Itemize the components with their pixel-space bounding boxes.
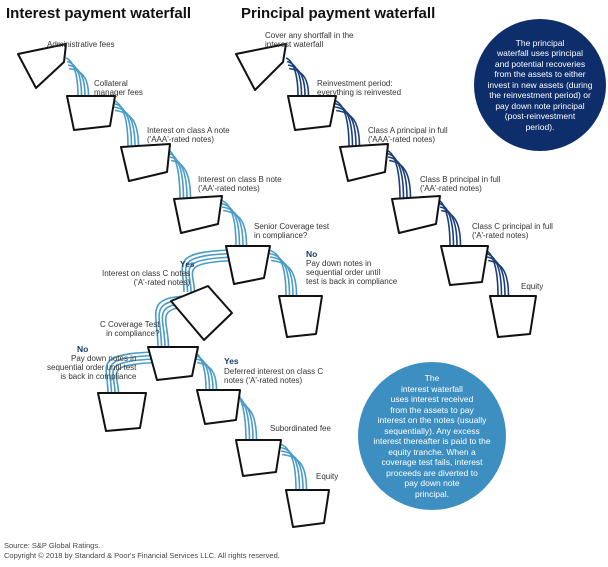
interest-waterfall-callout: The interest waterfall uses interest received from the assets to pay interest on the notes (usually sequentially). Any excess interest thereafter is paid to the equity tranche. When a coverage test fails, interest proceeds are diverted to pay down note principal. <box>358 362 506 510</box>
bucket-class-c-principal <box>441 246 488 285</box>
bucket-subordinated-fee <box>236 440 281 476</box>
stream-reinvestment-to-class-a <box>333 100 360 147</box>
stream-class-a-to-class-b <box>168 150 191 199</box>
bucket-collateral-fees <box>67 96 115 130</box>
principal-equity-label: Equity <box>521 282 544 291</box>
collateral-manager-fees-label: Collateral manager fees <box>94 79 143 97</box>
stream-class-c-to-equity <box>485 250 509 296</box>
class-b-interest-label: Interest on class B note ('AA'-rated notes) <box>198 175 282 193</box>
class-b-principal-label: Class B principal in full ('AA'-rated notes) <box>420 175 501 193</box>
bucket-c-test <box>148 347 198 380</box>
senior-test-yes: Yes <box>180 259 195 269</box>
copyright-note: Copyright © 2018 by Standard & Poor's Financial Services LLC. All rights reserved. <box>4 551 280 560</box>
stream-collateral-to-class-a <box>112 100 139 147</box>
bucket-principal-equity <box>490 296 536 337</box>
c-test-no: No <box>77 344 89 354</box>
stream-senior-test-no <box>268 250 297 296</box>
bucket-class-a-principal <box>340 144 388 181</box>
bucket-reinvestment <box>288 96 336 130</box>
stream-c-test-yes <box>194 352 217 390</box>
class-a-interest-label: Interest on class A note ('AAA'-rated notes) <box>147 126 230 144</box>
principal-waterfall-title: Principal payment waterfall <box>241 5 436 22</box>
stream-class-a-to-class-b-principal <box>386 150 411 199</box>
stream-admin-to-collateral <box>66 58 89 96</box>
paydown-c-label: Pay down notes in sequential order until test is back in compliance <box>47 354 137 381</box>
class-a-principal-label: Class A principal in full ('AAA'-rated notes) <box>368 126 448 144</box>
reinvestment-period-label: Reinvestment period: everything is reinvested <box>317 79 402 97</box>
subordinated-fee-label: Subordinated fee <box>270 424 331 433</box>
deferred-c-interest-label: Deferred interest on class C notes ('A'-rated notes) <box>224 367 324 385</box>
shortfall-label: Cover any shortfall in the interest waterfall <box>265 31 354 49</box>
stream-class-b-to-senior-test <box>220 200 247 246</box>
bucket-senior-test <box>226 246 270 284</box>
principal-waterfall-callout: The principal waterfall uses principal and potential recoveries from the assets to either invest in new assets (during the reinvestment period) or pay down note principal (post-reinvestment period). <box>474 19 606 151</box>
interest-waterfall-title: Interest payment waterfall <box>6 5 192 22</box>
bucket-admin-fees <box>18 44 66 88</box>
bucket-paydown-c <box>98 393 146 431</box>
class-c-principal-label: Class C principal in full ('A'-rated notes) <box>472 222 553 240</box>
class-c-interest-label: Interest on class C notes ('A'-rated notes) <box>102 269 191 287</box>
bucket-shortfall <box>236 44 286 90</box>
bucket-class-c-interest <box>171 286 232 340</box>
senior-coverage-test-label: Senior Coverage test in compliance? <box>254 222 330 240</box>
bucket-deferred-c <box>197 390 240 424</box>
stream-deferred-to-subordinated <box>238 394 257 440</box>
stream-subordinated-to-equity <box>279 444 307 490</box>
bucket-interest-equity <box>286 490 329 527</box>
admin-fees-label: Administrative fees <box>47 40 115 49</box>
paydown-senior-label: Pay down notes in sequential order until test is back in compliance <box>306 259 398 286</box>
c-coverage-test-label: C Coverage Test in compliance? <box>100 320 160 338</box>
stream-class-b-to-class-c-principal <box>438 200 461 246</box>
source-note: Source: S&P Global Ratings. <box>4 541 101 550</box>
senior-test-no: No <box>306 249 318 259</box>
interest-equity-label: Equity <box>316 472 339 481</box>
bucket-class-b-interest <box>174 196 222 233</box>
bucket-paydown-senior <box>279 296 322 337</box>
bucket-class-a-interest <box>121 144 170 181</box>
c-test-yes: Yes <box>224 356 239 366</box>
bucket-class-b-principal <box>392 196 440 233</box>
stream-shortfall-to-reinvestment <box>286 58 309 96</box>
